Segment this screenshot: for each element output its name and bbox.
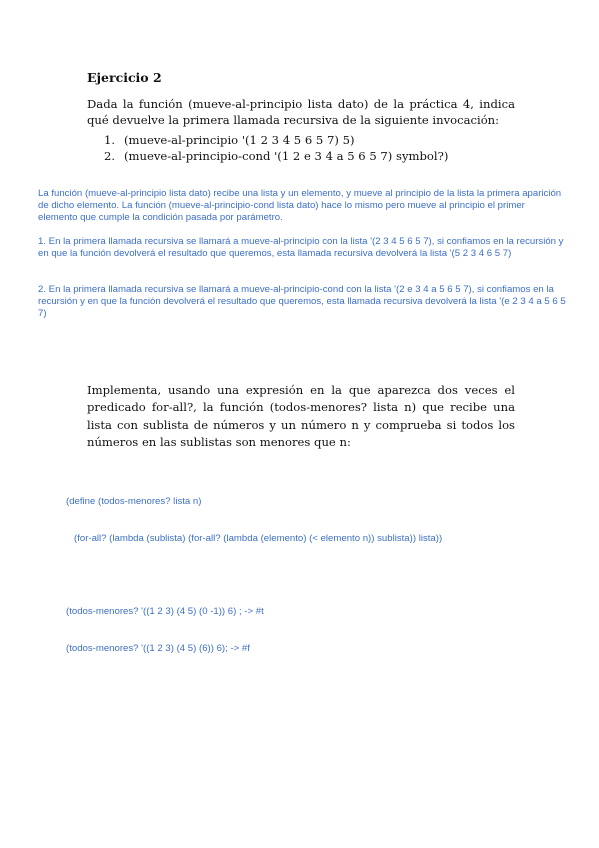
invocation-list — [104, 133, 448, 164]
code-block — [66, 472, 442, 679]
list-item-number: 1. — [104, 133, 116, 147]
exercise-statement: Dada la función (mueve-al-principio lista dato) de la práctica 4, indica qué devuelve la primera llamada recursiva de la siguiente invocación: — [87, 97, 515, 127]
list-item — [104, 149, 448, 165]
code-line: (define (todos-menores? lista n) — [66, 496, 202, 508]
list-item-text: (mueve-al-principio-cond '(1 2 e 3 4 a 5 6 5 7) symbol?) — [124, 148, 449, 163]
list-item-number: 2. — [104, 148, 116, 163]
code-line: (todos-menores? '((1 2 3) (4 5) (6)) 6); -> #f — [66, 642, 250, 654]
exercise-title: Ejercicio 2 — [87, 70, 162, 85]
code-line: (todos-menores? '((1 2 3) (4 5) (0 -1)) 6) ; -> #t — [66, 606, 264, 618]
answer-explanation: La función (mueve-al-principio lista dato) recibe una lista y un elemento, y mueve al principio de la lista la primera aparición de dicho elemento. La función (mueve-al-principio-cond lista dato) hace lo mismo pero mueve al principio el primer elemento que cumple la condición pasada por parámetro. — [38, 188, 562, 224]
code-line: (for-all? (lambda (sublista) (for-all? (lambda (elemento) (< elemento n)) sublista)) lista)) — [66, 533, 443, 544]
list-item-text: (mueve-al-principio '(1 2 3 4 5 6 5 7) 5) — [124, 133, 355, 147]
code-line-blank — [66, 570, 442, 582]
answer-2: 2. En la primera llamada recursiva se llamará a mueve-al-principio-cond con la lista '(2 e 3 4 a 5 6 5 7), si confiamos en la recursión y en que la función devolverá el resultado que queremos, esta llamada recursiva devolverá la lista '(e 2 3 4 a 5 6 5 7) — [38, 284, 566, 320]
exercise-statement-2: Implementa, usando una expresión en la que aparezca dos veces el predicado for-all?, la función (todos-menores? lista n) que recibe una lista con sublista de números y un número n y comprueba si todos los números en las sublistas son menores que n: — [87, 383, 515, 449]
answer-1: 1. En la primera llamada recursiva se llamará a mueve-al-principio con la lista '(2 3 4 5 6 5 7), si confiamos en la recursión y en que la función devolverá el resultado que queremos, esta llamada recursiva devolverá la lista '(5 2 3 4 6 5 7) — [38, 236, 564, 260]
list-item — [104, 133, 448, 149]
